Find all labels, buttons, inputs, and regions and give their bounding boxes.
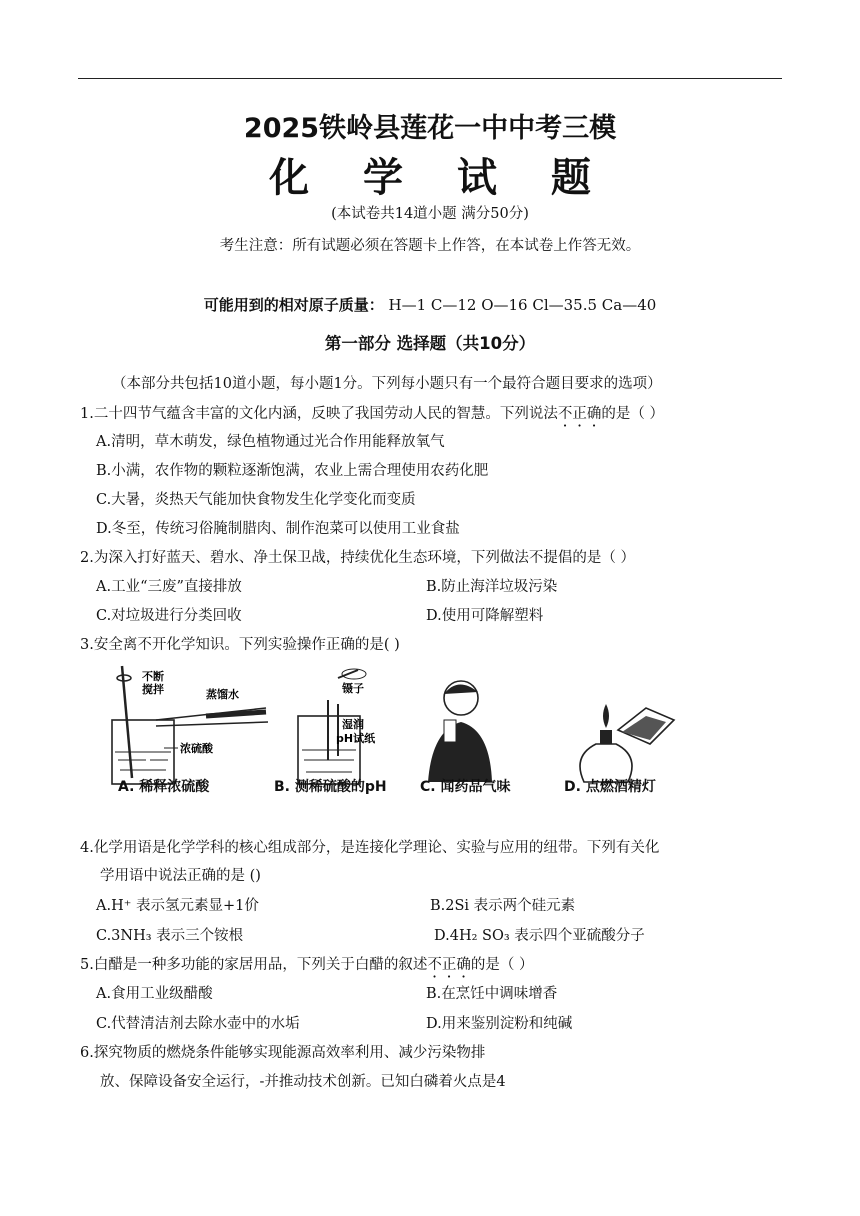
question-1-option-d: D.冬至，传统习俗腌制腊肉、制作泡菜可以使用工业食盐 [96, 521, 460, 537]
top-rule [78, 78, 782, 79]
question-2-option-c: C.对垃圾进行分类回收 [96, 608, 242, 624]
question-5-option-c: C.代替清洁剂去除水壶中的水垢 [96, 1016, 300, 1032]
question-2-option-a: A.工业“三废”直接排放 [96, 579, 242, 595]
question-3-stem: 3.安全离不开化学知识。下列实验操作正确的是( ) [80, 637, 400, 653]
candidate-notice: 考生注意：所有试题必须在答题卡上作答，在本试卷上作答无效。 [219, 238, 641, 254]
label-stir: 不断 [142, 670, 164, 683]
caption-b: B. 测稀硫酸的pH [274, 779, 387, 795]
question-4-stem-line2: 学用语中说法正确的是 () [100, 868, 261, 884]
question-2-option-d: D.使用可降解塑料 [426, 608, 544, 624]
emphasis-char: 不 [427, 957, 442, 973]
label-stir2: 搅拌 [142, 683, 164, 696]
figure-a-dilute-acid [112, 666, 268, 784]
question-1-option-c: C.大暑，炎热天气能加快食物发生化学变化而变质 [96, 492, 416, 508]
emphasis-char: 确 [456, 957, 471, 973]
question-4-option-a: A.H⁺ 表示氢元素显+1价 [96, 898, 259, 914]
question-5-option-b: B.在烹饪中调味增香 [426, 986, 558, 1002]
question-1-option-b: B.小满，农作物的颗粒逐渐饱满，农业上需合理使用农药化肥 [96, 463, 489, 479]
question-4-stem-line1: 4.化学用语是化学学科的核心组成部分，是连接化学理论、实验与应用的纽带。下列有关化 [80, 840, 660, 856]
emphasis-char: 正 [572, 406, 587, 422]
question-4-option-d: D.4H₂ SO₃ 表示四个亚硫酸分子 [434, 928, 645, 944]
question-5-stem: 5.白醋是一种多功能的家居用品，下列关于白醋的叙述不正确的是（ ） [80, 957, 534, 973]
question-2-stem: 2.为深入打好蓝天、碧水、净土保卫战，持续优化生态环境，下列做法不提倡的是（ ） [80, 550, 635, 566]
label-wet: 湿润 [342, 718, 364, 731]
emphasis-char: 正 [441, 957, 457, 973]
question-6-line2: 放、保障设备安全运行，-并推动技术创新。已知白磷着火点是4 [100, 1074, 506, 1090]
figure-b-ph-test [298, 669, 376, 784]
exam-title: 2025铁岭县莲花一中中考三模 [243, 113, 617, 144]
part-one-title: 第一部分 选择题（共10分） [324, 334, 536, 353]
subject-title: 化 学 试 题 [269, 155, 611, 201]
figure-c-smell [428, 681, 492, 782]
question-6-line1: 6.探究物质的燃烧条件能够实现能源高效率利用、减少污染物排 [80, 1045, 486, 1061]
caption-c: C. 闻药品气味 [420, 779, 511, 795]
figure-d-alcohol-lamp [580, 704, 674, 782]
exam-note: (本试卷共14道小题 满分50分) [331, 206, 529, 222]
label-tweezers: 镊子 [342, 682, 364, 695]
question-5-option-d: D.用来鉴别淀粉和纯碱 [426, 1016, 573, 1032]
atomic-mass-label: 可能用到的相对原子质量： [203, 296, 384, 314]
emphasis-char: 确 [586, 406, 602, 422]
part-one-instruction: （本部分共包括10道小题，每小题1分。下列每小题只有一个最符合题目要求的选项） [112, 376, 662, 392]
question-5-emphasis [427, 957, 471, 973]
caption-a: A. 稀释浓硫酸 [118, 779, 210, 795]
question-4-option-c: C.3NH₃ 表示三个铵根 [96, 928, 244, 944]
emphasis-char: 不 [557, 406, 573, 422]
label-water: 蒸馏水 [206, 688, 239, 701]
question-4-option-b: B.2Si 表示两个硅元素 [430, 898, 576, 914]
question-1-emphasis [558, 406, 602, 422]
question-2-option-b: B.防止海洋垃圾污染 [426, 579, 558, 595]
label-acid: 浓硫酸 [180, 742, 213, 755]
atomic-mass-line [0, 294, 860, 315]
question-5-option-a: A.食用工业级醋酸 [96, 986, 213, 1002]
caption-d: D. 点燃酒精灯 [564, 779, 656, 795]
question-1-option-a: A.清明，草木萌发，绿色植物通过光合作用能释放氧气 [96, 434, 445, 450]
question-1-stem: 1.二十四节气蕴含丰富的文化内涵，反映了我国劳动人民的智慧。下列说法不正确的是（ ） [80, 406, 664, 422]
label-ph-paper: pH试纸 [336, 732, 376, 745]
atomic-mass-values: H—1 C—12 O—16 Cl—35.5 Ca—40 [388, 296, 657, 314]
